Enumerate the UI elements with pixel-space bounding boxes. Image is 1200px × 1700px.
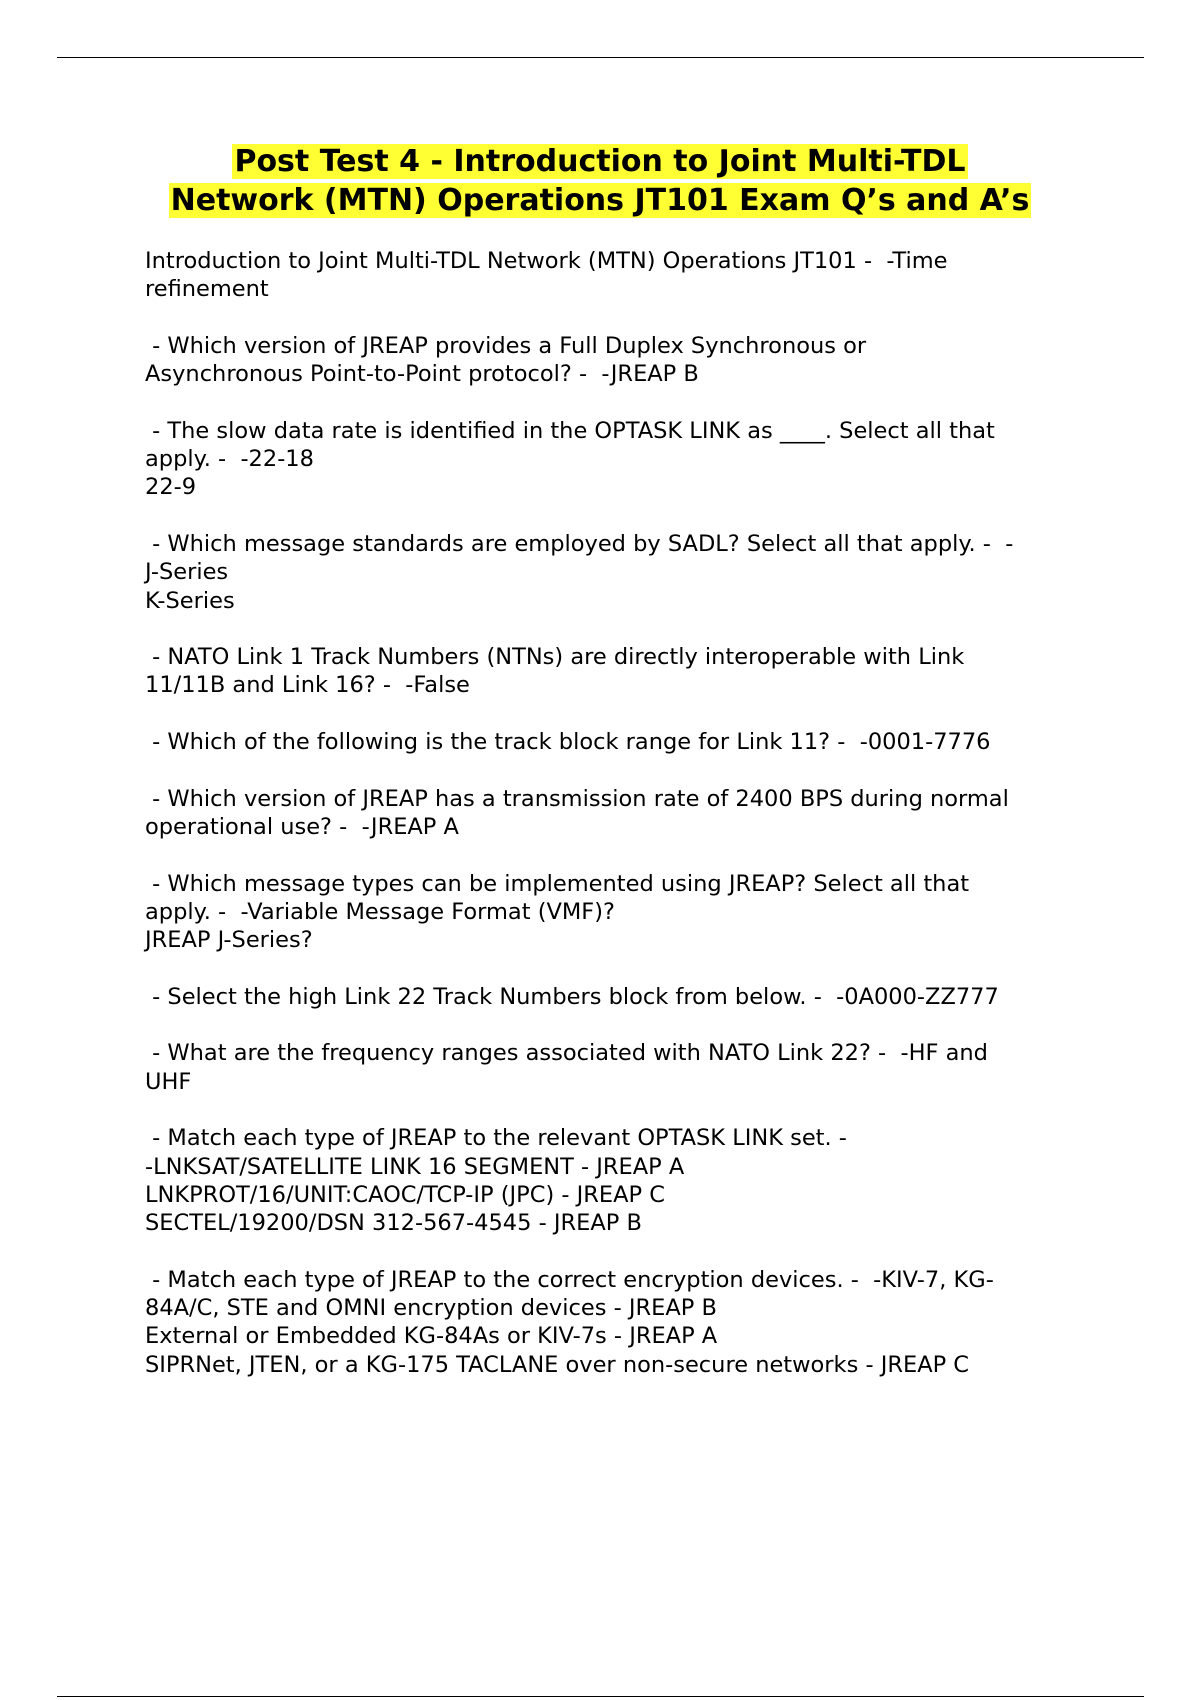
qa-item bbox=[145, 417, 1090, 502]
qa-line: operational use? - -JREAP A bbox=[145, 813, 459, 840]
qa-line: J-Series bbox=[145, 559, 229, 586]
qa-item bbox=[145, 530, 1090, 615]
qa-line: - What are the frequency ranges associated with NATO Link 22? - -HF and bbox=[145, 1040, 988, 1067]
qa-line: apply. - -22-18 bbox=[145, 446, 314, 473]
qa-line: - Which message standards are employed by SADL? Select all that apply. - - bbox=[145, 530, 1014, 557]
qa-item bbox=[145, 728, 1090, 756]
qa-line: UHF bbox=[145, 1068, 192, 1095]
qa-item bbox=[145, 870, 1090, 955]
qa-line: - Match each type of JREAP to the relevant OPTASK LINK set. - bbox=[145, 1125, 847, 1152]
qa-item bbox=[145, 643, 1090, 700]
qa-item bbox=[145, 1124, 1090, 1237]
qa-line: - NATO Link 1 Track Numbers (NTNs) are directly interoperable with Link bbox=[145, 644, 965, 671]
qa-line: - Match each type of JREAP to the correct encryption devices. - -KIV-7, KG- bbox=[145, 1266, 994, 1293]
qa-item bbox=[145, 1266, 1090, 1379]
header-rule bbox=[57, 57, 1144, 58]
qa-line: - Which version of JREAP has a transmission rate of 2400 BPS during normal bbox=[145, 785, 1009, 812]
qa-item bbox=[145, 332, 1090, 389]
qa-line: - Select the high Link 22 Track Numbers block from below. - -0A000-ZZ777 bbox=[145, 983, 999, 1010]
qa-item bbox=[145, 1039, 1090, 1096]
qa-list bbox=[145, 247, 1090, 1407]
qa-line: SIPRNet, JTEN, or a KG-175 TACLANE over non-secure networks - JREAP C bbox=[145, 1351, 970, 1378]
footer-rule bbox=[57, 1696, 1144, 1697]
qa-line: - Which of the following is the track block range for Link 11? - -0001-7776 bbox=[145, 729, 991, 756]
qa-line: 11/11B and Link 16? - -False bbox=[145, 672, 470, 699]
title-line-2: Network (MTN) Operations JT101 Exam Q’s and A’s bbox=[170, 183, 1030, 218]
document-title bbox=[100, 142, 1100, 220]
qa-line: Asynchronous Point-to-Point protocol? - -JREAP B bbox=[145, 361, 699, 388]
qa-item bbox=[145, 785, 1090, 842]
qa-line: SECTEL/19200/DSN 312-567-4545 - JREAP B bbox=[145, 1210, 642, 1237]
qa-item bbox=[145, 247, 1090, 304]
qa-line: - The slow data rate is identified in the OPTASK LINK as ____. Select all that bbox=[145, 417, 995, 444]
qa-line: Introduction to Joint Multi-TDL Network (MTN) Operations JT101 - -Time bbox=[145, 248, 948, 274]
qa-line: 22-9 bbox=[145, 474, 197, 501]
qa-line: 84A/C, STE and OMNI encryption devices - JREAP B bbox=[145, 1294, 717, 1321]
qa-line: - Which version of JREAP provides a Full Duplex Synchronous or bbox=[145, 332, 867, 359]
qa-line: External or Embedded KG-84As or KIV-7s - JREAP A bbox=[145, 1323, 718, 1350]
qa-line: apply. - -Variable Message Format (VMF)? bbox=[145, 898, 615, 925]
qa-line: LNKPROT/16/UNIT:CAOC/TCP-IP (JPC) - JREAP C bbox=[145, 1181, 665, 1208]
qa-line: refinement bbox=[145, 276, 269, 303]
title-line-1: Post Test 4 - Introduction to Joint Multi-TDL bbox=[234, 144, 966, 179]
qa-line: - Which message types can be implemented using JREAP? Select all that bbox=[145, 870, 970, 897]
qa-item bbox=[145, 983, 1090, 1011]
qa-line: K-Series bbox=[145, 587, 235, 614]
qa-line: JREAP J-Series? bbox=[145, 927, 313, 954]
qa-line: -LNKSAT/SATELLITE LINK 16 SEGMENT - JREAP A bbox=[145, 1153, 685, 1180]
